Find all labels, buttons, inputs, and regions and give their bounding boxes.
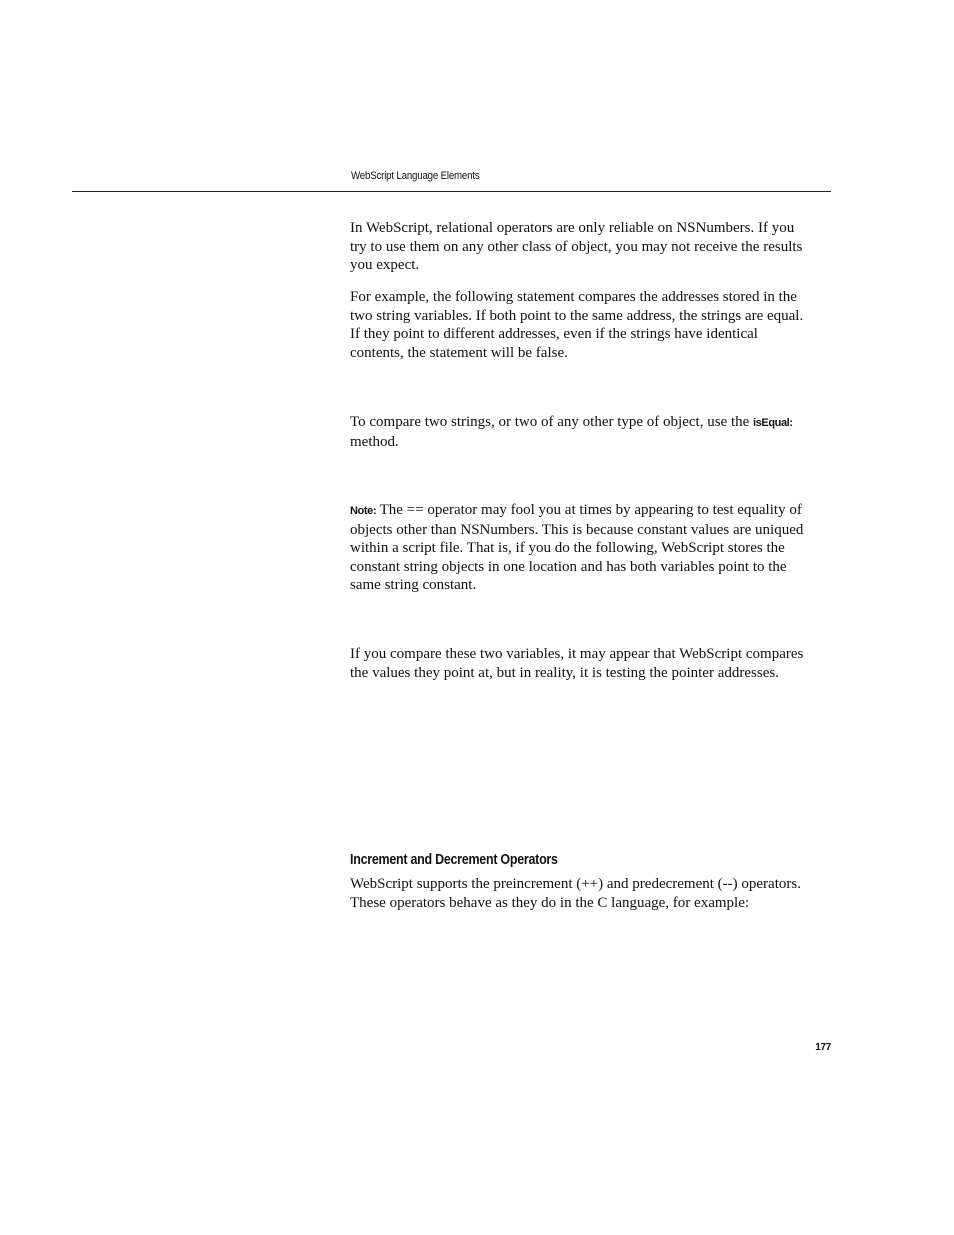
note-label: Note: [350,505,377,517]
note-paragraph [350,501,808,595]
paragraph-pointer-addresses: If you compare these two variables, it may appear that WebScript compares the values they point at, but in reality, it is testing the pointer addresses. [350,646,804,681]
paragraph-increment-decrement: WebScript supports the preincrement (++) and predecrement (--) operators. These operators behave as they do in the C language, for example: [350,876,801,911]
paragraph-address-comparison: For example, the following statement compares the addresses stored in the two string variables. If both point to the same address, the strings are equal. If they point to different addresses, even if the strings have identical contents, the statement will be false. [350,289,804,361]
page-number: 177 [815,1042,831,1053]
section-heading: Increment and Decrement Operators [350,852,558,868]
running-header: WebScript Language Elements [351,170,480,182]
paragraph-relational-operators: In WebScript, relational operators are only reliable on NSNumbers. If you try to use them on any other class of object, you may not receive the results you expect. [350,220,803,273]
paragraph-isequal [350,413,808,451]
paragraph-isequal-text-start: To compare two strings, or two of any other type of object, use the [350,414,754,430]
note-text: The == operator may fool you at times by appearing to test equality of objects other than NSNumbers. This is because constant values are uniqued within a script file. That is, if you do the following, WebScript stores the constant string objects in one location and has both variables point to the same string constant. [350,502,804,593]
paragraph-isequal-text-end: method. [350,433,399,450]
isequal-method-name: isEqual: [753,417,793,429]
header-rule [72,191,831,192]
